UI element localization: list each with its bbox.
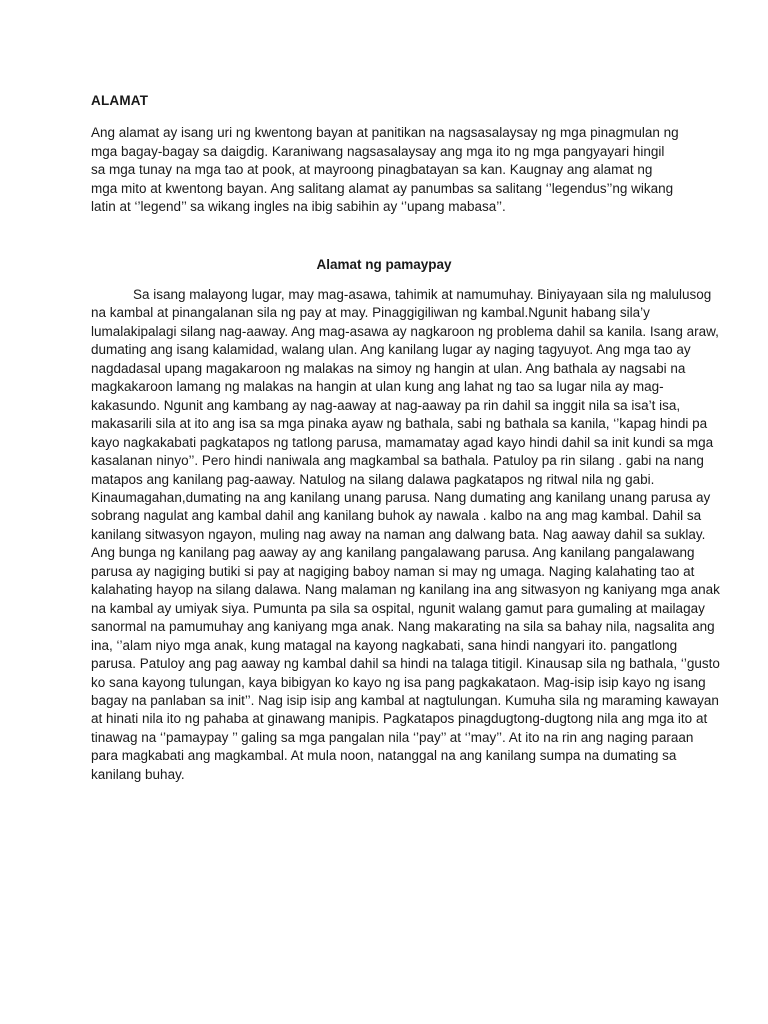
story-line: na kambal at pinangalanan sila ng pay at may. Pinaggigiliwan ng kambal.Ngunit habang sila’y xyxy=(91,305,650,321)
story-line: ina, ‘’alam niyo mga anak, kung matagal na kayong nagkabati, sana hindi nangyari ito. pangatlong xyxy=(91,637,678,653)
story-line: para magkabati ang magkambal. At mula noon, natanggal na ang kanilang sumpa na dumating sa xyxy=(91,748,677,764)
story-line: tinawag na ‘’pamaypay ’’ galing sa mga pangalan nila ‘’pay’’ at ‘’may’’. At ito na rin ang naging paraan xyxy=(91,729,694,745)
story-line: kalahating hayop na silang dalawa. Nang malaman ng kanilang ina ang sitwasyon ng kaniyang mga anak xyxy=(91,582,720,598)
intro-line: na mga tao at pook, at mayroong pinagbatayan sa kan. Kaugnay ang alamat ng mga mito at kwentong xyxy=(91,162,653,196)
story-line: magkakaroon lamang ng malakas na hangin at ulan kung ang lahat ng tao sa lugar nila ay mag- xyxy=(91,379,664,395)
story-line: bagay na panlaban sa init’’. Nag isip isip ang kambal at nagtulungan. Kumuha sila ng maraming kawayan xyxy=(91,692,719,708)
story-line: Sa isang malayong lugar, may mag-asawa, tahimik at namumuhay. Biniyayaan sila ng malulusog xyxy=(133,287,712,302)
story-line: kanilang sitwasyon ngayon, muling nag away na naman ang dalwang bata. Nag aaway dahil sa suklay. xyxy=(91,526,706,542)
story-line: na kambal ay umiyak siya. Pumunta pa sila sa ospital, ngunit walang gamut para gumaling at mailagay xyxy=(91,600,705,616)
story-line: dumating ang isang kalamidad, walang ulan. Ang kanilang lugar ay naging tagyuyot. Ang mga tao ay xyxy=(91,342,691,358)
intro-line: Ang alamat ay isang uri ng kwentong bayan at panitikan na nagsasalaysay ng mga pinagmulan ng mga xyxy=(91,125,679,159)
story-line: parusa. Patuloy ang pag aaway ng kambal dahil sa hindi na talaga titigil. Kinausap sila ng bathala, ‘’gusto xyxy=(91,656,720,672)
story-title: Alamat ng pamaypay xyxy=(316,257,452,272)
story-line: sanormal na pamumuhay ang kaniyang mga anak. Nang makarating na sila sa bahay nila, nagsalita ang xyxy=(91,619,715,635)
story-line: Kinaumagahan,dumating na ang kanilang unang parusa. Nang dumating ang kanilang unang parusa ay xyxy=(91,489,711,505)
intro-line: bagay-bagay sa daigdig. Karaniwang nagsasalaysay ang mga ito ng mga pangyayari hingil sa mga tunay xyxy=(91,143,665,178)
story-line: makasarili sila at ito ang isa sa mga pinaka ayaw ng bathala, sabi ng bathala sa kanila, ‘’kapag hindi pa xyxy=(91,416,708,432)
story-line: ko sana kayong tulungan, kaya bibigyan ko kayo ng isa pang pagkakataon. Mag-isip isip kayo ng isang xyxy=(91,674,706,690)
story-line: parusa ay nagiging butiki si pay at nagiging baboy naman si may ng umaga. Naging kalahating tao at xyxy=(91,563,695,579)
document-heading: ALAMAT xyxy=(91,93,149,108)
story-line: kakasundo. Ngunit ang kambang ay nag-aaway at nag-aaway pa rin dahil sa inggit nila sa isa’t isa, xyxy=(91,397,681,413)
story-line: kasalanan ninyo’’. Pero hindi naniwala ang magkambal sa bathala. Patuloy pa rin silang . gabi na nang xyxy=(91,453,704,469)
story-line: nagdadasal upang magakaroon ng malakas na simoy ng hangin at ulan. Ang bathala ay nagsabi na xyxy=(91,360,686,376)
intro-line: ingles na ibig sabihin ay ‘’upang mabasa’’. xyxy=(253,199,506,215)
story-line: at hinati nila ito ng pahaba at ginawang manipis. Pagkatapos pinagdugtong-dugtong nila ang mga ito at xyxy=(91,711,708,727)
story-line: lumalakipalagi silang nag-aaway. Ang mag-asawa ay nagkaroon ng problema dahil sa kanila. Isang araw, xyxy=(91,323,719,339)
story-line: Ang bunga ng kanilang pag aaway ay ang kanilang pangalawang parusa. Ang kanilang pangalawang xyxy=(91,545,695,561)
story-line: matapos ang kanilang pag-aaway. Natulog na silang dalawa pagkatapos ng ritwal nila ng gabi. xyxy=(91,471,655,487)
story-paragraph xyxy=(91,286,720,784)
story-line: sobrang nagulat ang kambal dahil ang kanilang buhok ay nawala . kalbo na ang mag kambal. Dahil sa xyxy=(91,508,702,524)
intro-line: bayan. Ang salitang alamat ay panumbas sa salitang ‘’legendus’’ng wikang latin at ‘’legend’’ sa wikang xyxy=(91,180,674,215)
story-line: kanilang buhay. xyxy=(91,766,185,782)
story-line: kayo nagkakabati pagkatapos ng tatlong parusa, mamamatay agad kayo hindi dahil sa init kundi sa mga xyxy=(91,434,714,450)
intro-paragraph xyxy=(91,124,681,217)
